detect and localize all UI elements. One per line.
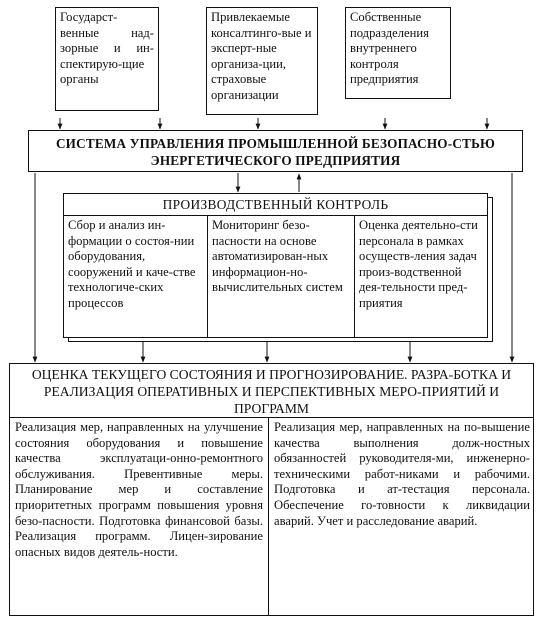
assessment-box	[9, 363, 534, 616]
consulting-organizations-box	[206, 7, 318, 115]
safety-monitoring-text: Мониторинг безо-пасности на основе автоматизирован-ных информацион-но-вычислительных систем	[212, 218, 343, 295]
safety-management-system-title: СИСТЕМА УПРАВЛЕНИЯ ПРОМЫШЛЕННОЙ БЕЗОПАСНО-СТЬЮ ЭНЕРГЕТИЧЕСКОГО ПРЕДПРИЯТИЯ	[55, 136, 496, 168]
safety-monitoring-cell	[208, 216, 355, 337]
personnel-assessment-text: Оценка деятельно-сти персонала в рамках осуществ-ления задач произ-водственной дея-тельности пред-приятия	[359, 218, 478, 310]
internal-control-units-box	[345, 7, 451, 99]
state-supervisory-bodies-box	[55, 7, 159, 111]
internal-control-units-text: Собственные подразделения внутреннего контроля предприятия	[350, 10, 429, 87]
equipment-measures-cell	[10, 418, 269, 615]
personnel-assessment-cell	[355, 216, 489, 337]
assessment-title: ОЦЕНКА ТЕКУЩЕГО СОСТОЯНИЯ И ПРОГНОЗИРОВАНИЕ. РАЗРА-БОТКА И РЕАЛИЗАЦИЯ ОПЕРАТИВНЫХ И ПЕРСПЕКТИВНЫХ МЕРО-ПРИЯТИЙ И ПРОГРАММ	[10, 364, 533, 418]
production-control-box	[63, 193, 488, 338]
production-control-title: ПРОИЗВОДСТВЕННЫЙ КОНТРОЛЬ	[64, 194, 487, 216]
equipment-measures-text: Реализация мер, направленных на улучшение состояния оборудования и повышение качества эксплуатаци-онно-ремонтного обслуживания. Превентивные меры. Планирование мер и составление приоритетных программ повышения уровня безо-пасности. Подготовка финансовой базы. Реализация программ. Лицен-зирование опасных видов деятель-ности.	[15, 420, 263, 559]
personnel-measures-cell	[269, 418, 535, 615]
info-collection-text: Сбор и анализ ин-формации о состоя-нии оборудования, сооружений и каче-стве технологиче-ских процессов	[68, 218, 196, 310]
personnel-measures-text: Реализация мер, направленных на по-вышение качества выполнения долж-ностных обязанностей руководителя-ми, инженерно-техническими работ-никами и рабочими. Подготовка и ат-тестация персонала. Обеспечение го-товности к ликвидации аварий. Учет и расследование аварий.	[274, 420, 530, 528]
state-supervisory-bodies-text: Государст-венные над-зорные и ин-спектирую-щие органы	[60, 10, 154, 87]
safety-management-system-box	[28, 130, 523, 172]
consulting-organizations-text: Привлекаемые консалтинго-вые и эксперт-ные организа-ции, страховые организации	[211, 10, 312, 102]
info-collection-cell	[64, 216, 208, 337]
